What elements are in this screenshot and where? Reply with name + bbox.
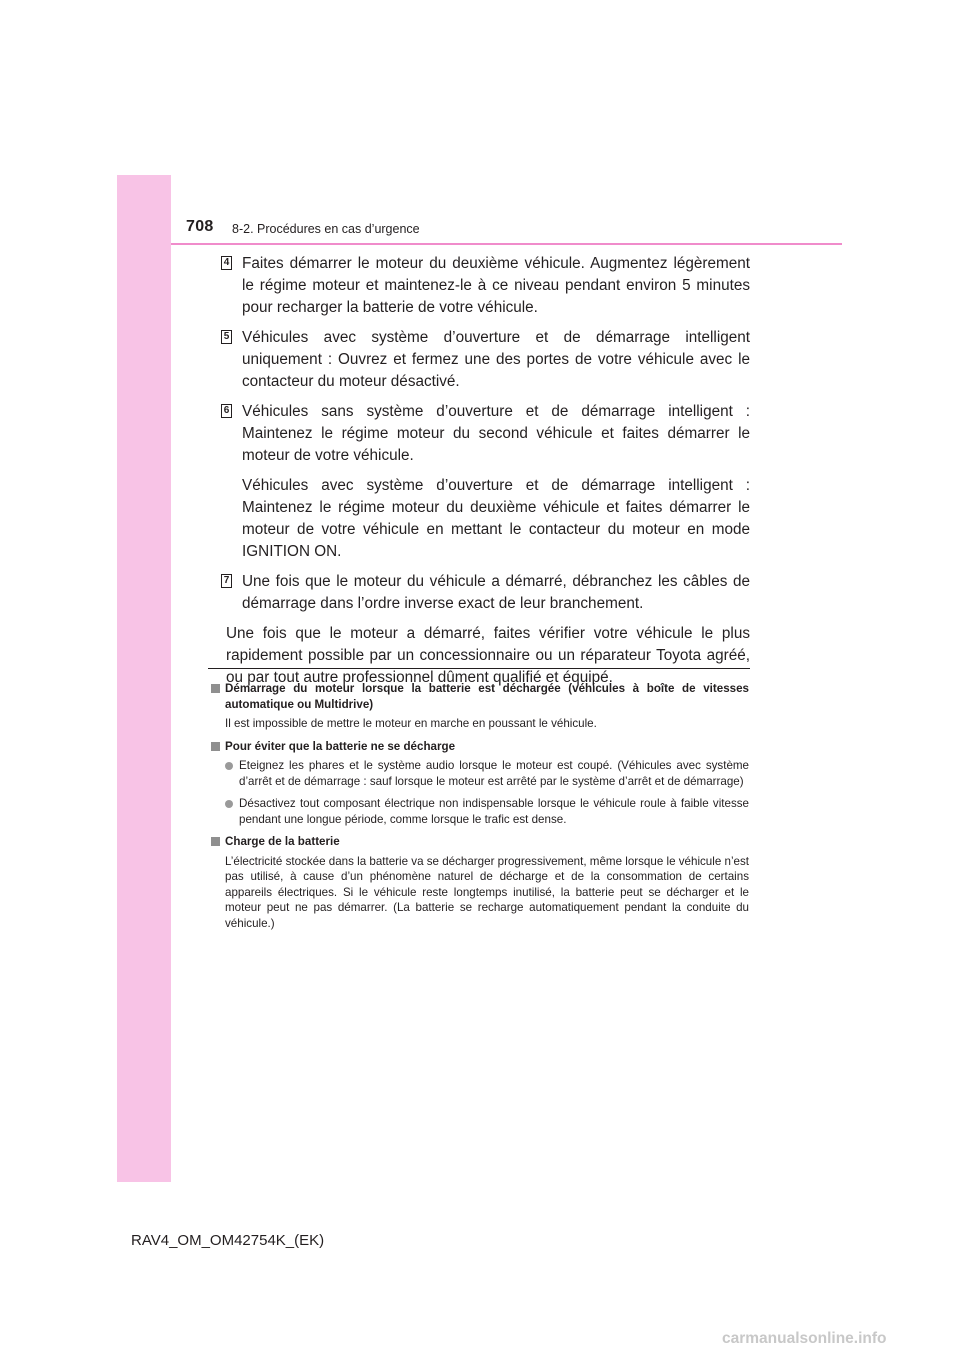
- note-bullet: [211, 796, 749, 827]
- step-6: [208, 401, 750, 563]
- note-title: [211, 681, 749, 712]
- note-title: [211, 834, 749, 850]
- square-bullet-icon: [211, 742, 220, 751]
- note-body: L’électricité stockée dans la batterie va se décharger progressivement, même lorsque le véhicule n’est pas utilisé, à cause d’un phénomène naturel de décharge et de la consommation de certains appareils électriques. Si le véhicule reste longtemps inutilisé, la batterie peut se décharger et le moteur peut ne pas démarrer. (La batterie se recharge automatiquement pendant la conduite du véhicule.): [225, 854, 749, 930]
- step-5: [208, 327, 750, 393]
- section-title: 8-2. Procédures en cas d’urgence: [232, 222, 420, 236]
- step-text: Véhicules avec système d’ouverture et de démarrage intelligent uniquement : Ouvrez et fermez une des portes de votre véhicule avec le contacteur du moteur désactivé.: [242, 329, 750, 390]
- page-number: 708: [186, 218, 214, 235]
- step-number-badge: 4: [221, 256, 232, 270]
- step-number-badge: 7: [221, 574, 232, 588]
- step-7: [208, 571, 750, 615]
- note-title-text: Charge de la batterie: [225, 835, 340, 848]
- watermark: carmanualsonline.info: [722, 1330, 887, 1347]
- square-bullet-icon: [211, 684, 220, 693]
- step-4: [208, 253, 750, 319]
- note-bullet-text: Eteignez les phares et le système audio lorsque le moteur est coupé. (Véhicules avec système d’arrêt et de démarrage : sauf lorsque le moteur est arrêté par le système d’arrêt et de démarrage): [239, 759, 749, 788]
- step-text: Véhicules avec système d’ouverture et de démarrage intelligent : Maintenez le régime moteur du deuxième véhicule et faites démarrer le moteur de votre véhicule en mettant le contacteur du moteur en mode IGNITION ON.: [242, 477, 750, 560]
- side-tab-band: [117, 175, 171, 1182]
- square-bullet-icon: [211, 837, 220, 846]
- circle-bullet-icon: [225, 800, 233, 808]
- step-text: Faites démarrer le moteur du deuxième véhicule. Augmentez légèrement le régime moteur et maintenez-le à ce niveau pendant environ 5 minutes pour recharger la batterie de votre véhicule.: [242, 255, 750, 316]
- step-text: Une fois que le moteur du véhicule a démarré, débranchez les câbles de démarrage dans l’ordre inverse exact de leur branchement.: [242, 573, 750, 612]
- note-title-text: Pour éviter que la batterie ne se décharge: [225, 739, 456, 753]
- conclusion-text: Une fois que le moteur a démarré, faites vérifier votre véhicule le plus rapidement possible par un concessionnaire ou un réparateur Toyota agréé, ou par tout autre professionnel dûment qualifié et équipé.: [226, 625, 750, 686]
- note-title: [211, 739, 749, 755]
- note-bullet-text: Désactivez tout composant électrique non indispensable lorsque le véhicule roule à faible vitesse pendant une longue période, comme lorsque le trafic est dense.: [239, 797, 749, 826]
- notes-section: [211, 681, 749, 938]
- document-code-footer: RAV4_OM_OM42754K_(EK): [131, 1232, 325, 1249]
- step-number-badge: 5: [221, 330, 232, 344]
- step-number-badge: 6: [221, 404, 232, 418]
- step-text: Véhicules sans système d’ouverture et de démarrage intelligent : Maintenez le régime moteur du second véhicule et faites démarrer le moteur de votre véhicule.: [242, 403, 750, 464]
- notes-divider: [208, 668, 750, 669]
- note-title-text: Démarrage du moteur lorsque la batterie est déchargée (véhicules à boîte de vitesses automatique ou Multidrive): [225, 682, 749, 711]
- note-body: Il est impossible de mettre le moteur en marche en poussant le véhicule.: [225, 717, 597, 730]
- header-rule: [171, 243, 842, 245]
- note-bullet: [211, 758, 749, 789]
- main-content: [208, 253, 750, 697]
- circle-bullet-icon: [225, 762, 233, 770]
